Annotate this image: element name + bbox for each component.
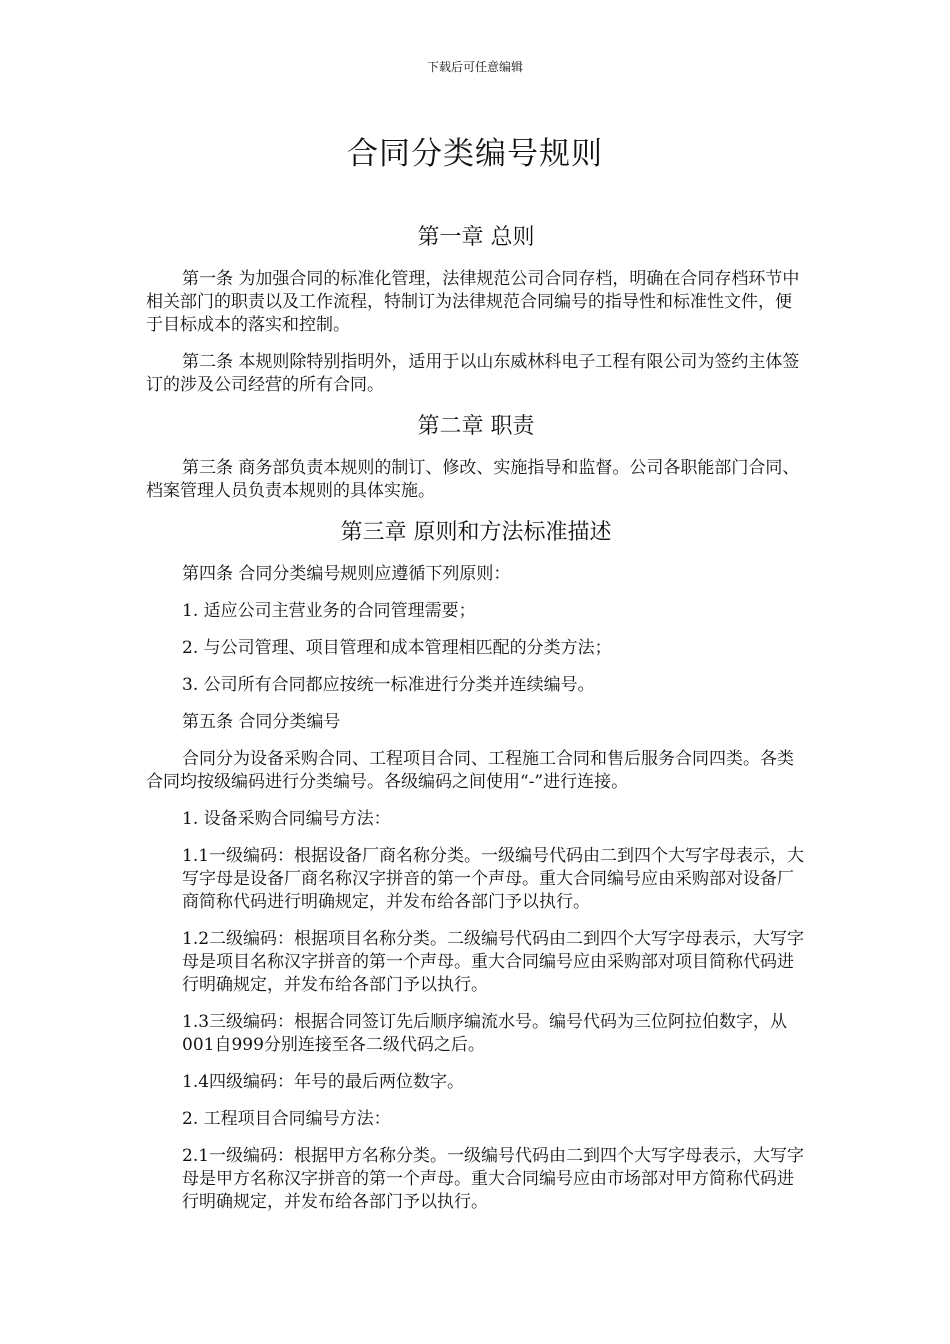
chapter-2-heading: 第二章 职责 <box>417 414 535 439</box>
header-note: 下载后可任意编辑 <box>426 60 523 74</box>
document-title: 合同分类编号规则 <box>347 136 603 172</box>
principle-2: 2. 与公司管理、项目管理和成本管理相匹配的分类方法； <box>182 638 612 658</box>
article-1: 第一条 为加强合同的标准化管理，法律规范公司合同存档，明确在合同存档环节中相关部门的职责以及工作流程，特制订为法律规范合同编号的指导性和标准性文件，便于目标成本的落实和控制。 <box>146 269 800 335</box>
method-2-1: 2.1一级编码：根据甲方名称分类。一级编号代码由二到四个大写字母表示，大写字母是甲方名称汉字拼音的第一个声母。重大合同编号应由市场部对甲方简称代码进行明确规定，并发布给各部门予以执行。 <box>182 1146 805 1212</box>
principle-1: 1. 适应公司主营业务的合同管理需要； <box>182 601 476 621</box>
article-4: 第四条 合同分类编号规则应遵循下列原则： <box>182 564 511 584</box>
method-1-4: 1.4四级编码：年号的最后两位数字。 <box>182 1072 465 1092</box>
article-5-text: 合同分为设备采购合同、工程项目合同、工程施工合同和售后服务合同四类。各类合同均按级编码进行分类编号。各级编码之间使用“-”进行连接。 <box>146 749 794 792</box>
method-1-heading: 1. 设备采购合同编号方法： <box>182 809 391 829</box>
method-2-heading: 2. 工程项目合同编号方法： <box>182 1109 391 1129</box>
article-3: 第三条 商务部负责本规则的制订、修改、实施指导和监督。公司各职能部门合同、档案管理人员负责本规则的具体实施。 <box>146 458 800 501</box>
article-5: 第五条 合同分类编号 <box>182 712 341 732</box>
chapter-1-heading: 第一章 总则 <box>417 225 535 250</box>
principle-3: 3. 公司所有合同都应按统一标准进行分类并连续编号。 <box>182 675 595 695</box>
chapter-3-heading: 第三章 原则和方法标准描述 <box>340 520 612 545</box>
method-1-2: 1.2二级编码：根据项目名称分类。二级编号代码由二到四个大写字母表示，大写字母是项目名称汉字拼音的第一个声母。重大合同编号应由采购部对项目简称代码进行明确规定，并发布给各部门予以执行。 <box>182 929 805 995</box>
article-2: 第二条 本规则除特别指明外，适用于以山东威林科电子工程有限公司为签约主体签订的涉及公司经营的所有合同。 <box>146 352 800 395</box>
method-1-3: 1.3三级编码：根据合同签订先后顺序编流水号。编号代码为三位阿拉伯数字，从001自999分别连接至各二级代码之后。 <box>182 1012 788 1055</box>
method-1-1: 1.1一级编码：根据设备厂商名称分类。一级编号代码由二到四个大写字母表示，大写字母是设备厂商名称汉字拼音的第一个声母。重大合同编号应由采购部对设备厂商简称代码进行明确规定，并发布给各部门予以执行。 <box>182 846 805 912</box>
document-body <box>146 222 806 1228</box>
